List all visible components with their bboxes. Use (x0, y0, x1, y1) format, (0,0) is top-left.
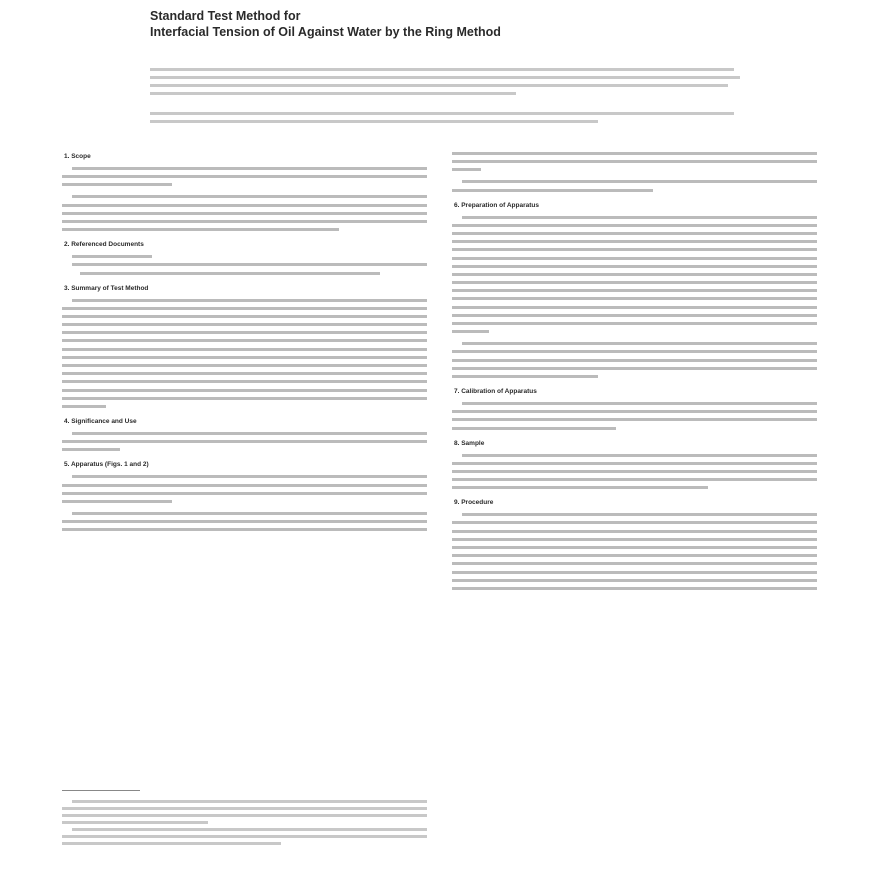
title-block (150, 8, 750, 40)
footnote-divider (62, 790, 140, 791)
paragraph (62, 255, 427, 274)
section-heading: 8. Sample (454, 439, 485, 447)
paragraph (452, 454, 817, 490)
paragraph (452, 402, 817, 430)
preamble-note (150, 112, 740, 128)
section-heading: 5. Apparatus (Figs. 1 and 2) (64, 461, 149, 469)
section-heading: 6. Preparation of Apparatus (454, 201, 539, 209)
section-heading: 7. Calibration of Apparatus (454, 387, 537, 395)
section-heading: 9. Procedure (454, 499, 494, 507)
paragraph (452, 152, 817, 171)
paragraph (62, 432, 427, 451)
paragraph (452, 216, 817, 334)
document-title-line-2: Interfacial Tension of Oil Against Water by the Ring Method (150, 25, 501, 39)
footnotes (62, 800, 427, 849)
preamble-paragraph (150, 68, 740, 100)
left-column (62, 152, 427, 540)
section-heading: 3. Summary of Test Method (64, 284, 149, 292)
paragraph (62, 195, 427, 231)
paragraph (62, 299, 427, 408)
section-heading: 2. Referenced Documents (64, 241, 144, 249)
right-column (452, 152, 817, 599)
document-title-line-1: Standard Test Method for (150, 9, 301, 23)
section-heading: 1. Scope (64, 153, 91, 160)
paragraph (452, 342, 817, 378)
paragraph (62, 512, 427, 531)
paragraph (62, 475, 427, 503)
paragraph (452, 513, 817, 590)
section-heading: 4. Significance and Use (64, 417, 137, 425)
paragraph (452, 180, 817, 191)
paragraph (62, 167, 427, 186)
